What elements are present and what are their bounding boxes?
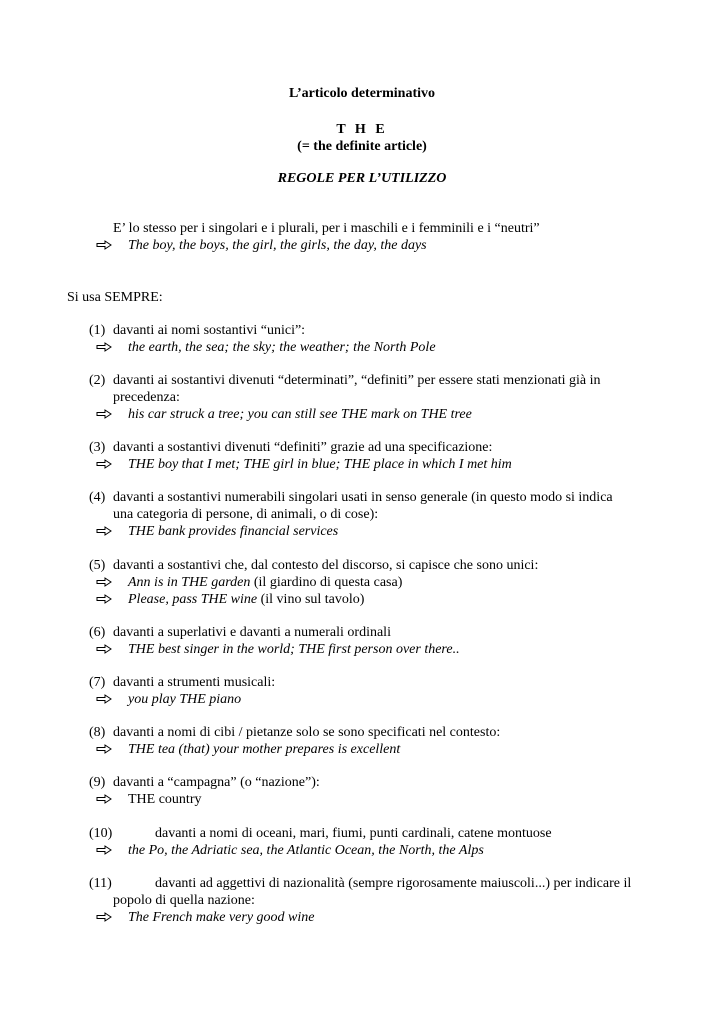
example-text: Please, pass THE wine <box>128 592 258 607</box>
arrow-right-icon <box>96 794 112 804</box>
example-text: the earth, the sea; the sky; the weather; the North Pole <box>128 340 436 355</box>
example-text: The French make very good wine <box>128 910 315 925</box>
rule-number: (2) <box>89 373 106 388</box>
example-text: you play THE piano <box>128 692 242 707</box>
example-text: his car struck a tree; you can still see THE mark on THE tree <box>128 407 472 422</box>
rule-text: una categoria di persone, di animali, o di cose): <box>113 507 379 522</box>
rule-number: (8) <box>89 725 106 740</box>
rule-text: popolo di quella nazione: <box>113 893 255 908</box>
rules-heading: REGOLE PER L’UTILIZZO <box>277 171 447 186</box>
example-line <box>128 339 436 356</box>
example-text: THE bank provides financial services <box>128 524 339 539</box>
example-line <box>128 909 314 926</box>
rule-text: davanti a nomi di cibi / pietanze solo se sono specificati nel contesto: <box>113 725 501 740</box>
arrow-right-icon <box>96 912 112 922</box>
rule-text: davanti a sostantivi divenuti “definiti” grazie ad una specificazione: <box>113 440 493 455</box>
rule-number: (6) <box>89 625 106 640</box>
arrow-right-icon <box>96 845 112 855</box>
example-line <box>128 523 338 540</box>
rule-text: davanti a “campagna” (o “nazione”): <box>113 775 320 790</box>
example-note: (il giardino di questa casa) <box>250 575 403 590</box>
arrow-right-icon <box>96 744 112 754</box>
rule-text: precedenza: <box>113 390 180 405</box>
arrow-right-icon <box>96 644 112 654</box>
arrow-right-icon <box>96 526 112 536</box>
example-line <box>128 456 512 473</box>
rule-text: davanti a sostantivi che, dal contesto del discorso, si capisce che sono unici: <box>113 558 539 573</box>
rule-text: davanti a sostantivi numerabili singolari usati in senso generale (in questo modo si indica <box>113 490 613 505</box>
rule-number: (10) <box>89 826 113 841</box>
subtitle: (= the definite article) <box>297 139 427 154</box>
rule-number: (9) <box>89 775 106 790</box>
arrow-right-icon <box>96 342 112 352</box>
arrow-right-icon <box>96 240 112 250</box>
intro-text: E’ lo stesso per i singolari e i plurali, per i maschili e i femminili e i “neutri” <box>113 221 540 236</box>
example-line <box>128 842 484 859</box>
rule-text: davanti a superlativi e davanti a numerali ordinali <box>113 625 391 640</box>
document-title: L’articolo determinativo <box>288 86 436 101</box>
rule-text: davanti a strumenti musicali: <box>113 675 276 690</box>
arrow-right-icon <box>96 459 112 469</box>
example-note: (il vino sul tavolo) <box>257 592 365 607</box>
arrow-right-icon <box>96 694 112 704</box>
example-line <box>128 591 364 608</box>
example-line <box>128 791 201 808</box>
example-note: THE country <box>128 792 202 807</box>
example-text: THE boy that I met; THE girl in blue; THE place in which I met him <box>128 457 512 472</box>
rule-number: (4) <box>89 490 106 505</box>
example-text: THE tea (that) your mother prepares is excellent <box>128 742 401 757</box>
example-line <box>128 741 400 758</box>
intro-example: The boy, the boys, the girl, the girls, the day, the days <box>128 238 427 253</box>
example-text: THE best singer in the world; THE first person over there.. <box>128 642 460 657</box>
example-text: the Po, the Adriatic sea, the Atlantic Ocean, the North, the Alps <box>128 843 484 858</box>
arrow-right-icon <box>96 594 112 604</box>
rule-number: (5) <box>89 558 106 573</box>
rule-number: (3) <box>89 440 106 455</box>
rule-text: davanti ad aggettivi di nazionalità (sempre rigorosamente maiuscoli...) per indicare il <box>155 876 632 891</box>
example-line <box>128 691 241 708</box>
rule-text: davanti ai sostantivi divenuti “determinati”, “definiti” per essere stati menzionati già in <box>113 373 601 388</box>
rule-number: (11) <box>89 876 112 891</box>
rule-text: davanti ai nomi sostantivi “unici”: <box>113 323 306 338</box>
example-line <box>128 641 460 658</box>
rule-text: davanti a nomi di oceani, mari, fiumi, punti cardinali, catene montuose <box>155 826 552 841</box>
rule-number: (7) <box>89 675 106 690</box>
rule-number: (1) <box>89 323 106 338</box>
arrow-right-icon <box>96 409 112 419</box>
example-text: Ann is in THE garden <box>128 575 251 590</box>
section-label: Si usa SEMPRE: <box>67 290 163 305</box>
arrow-right-icon <box>96 577 112 587</box>
example-line <box>128 406 472 423</box>
example-line <box>128 574 402 591</box>
the-heading: T H E <box>336 122 388 137</box>
